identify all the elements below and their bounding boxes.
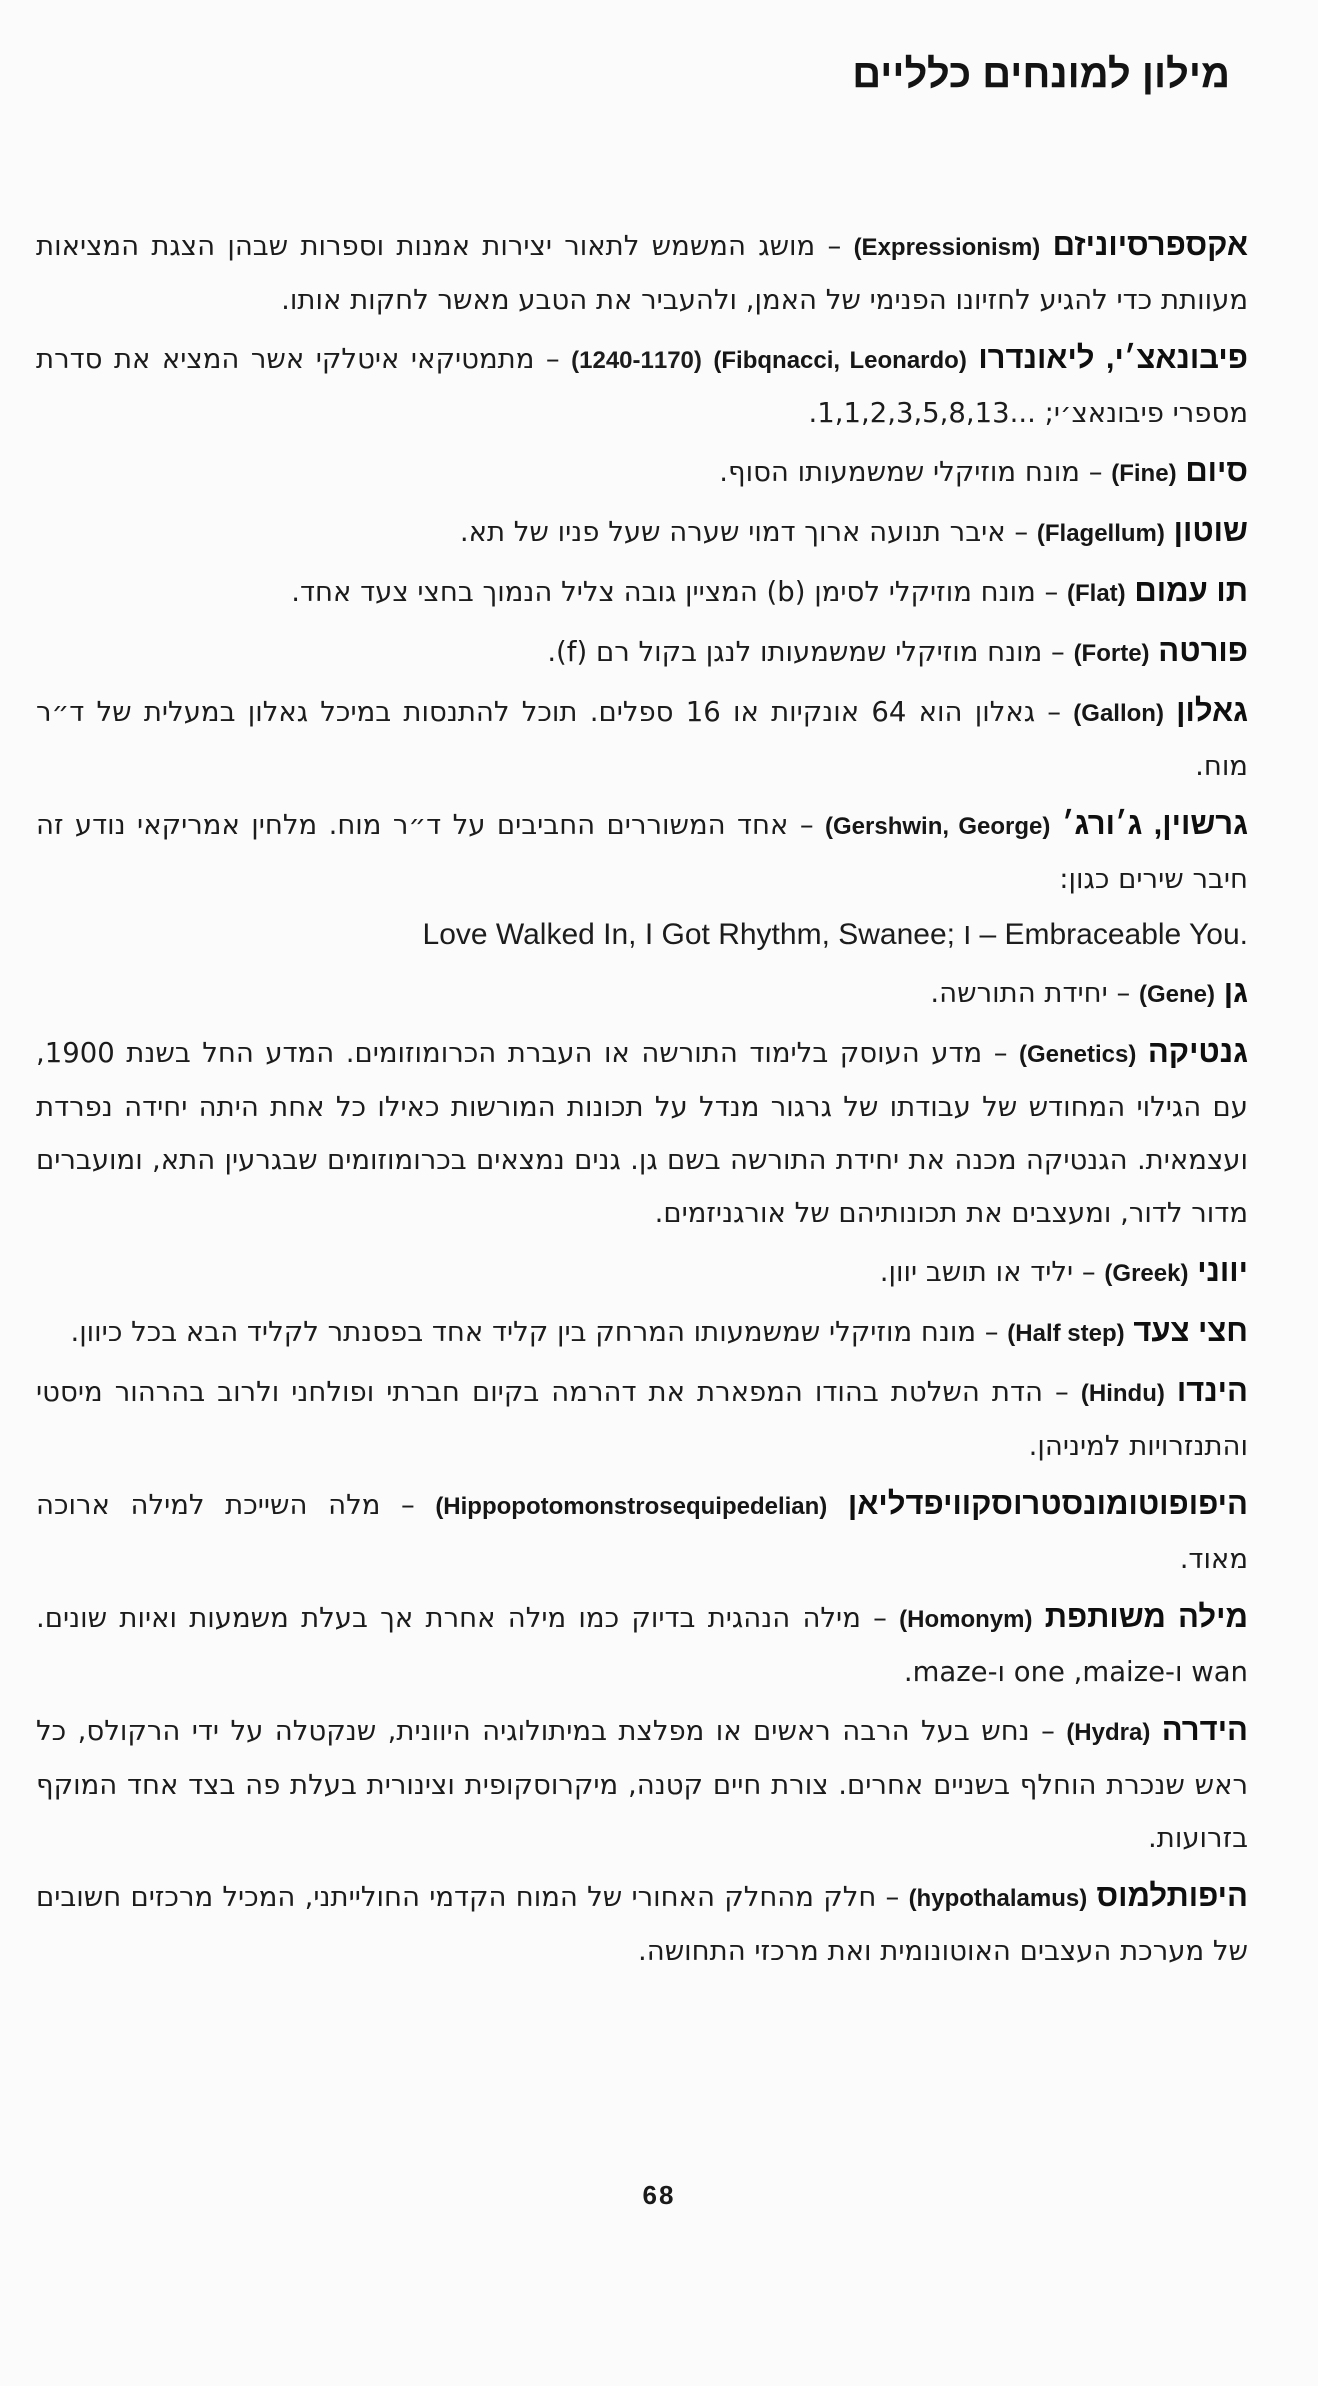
entry-years: (1240-1170) <box>571 347 702 374</box>
glossary-entry-half-step <box>36 1304 1248 1360</box>
entry-definition: – מתמטיקאי איטלקי אשר המציא את סדרת מספרי פיבונאצ׳י; ...1,1,2,3,5,8,13. <box>36 343 1248 429</box>
page-title: מילון למונחים כלליים <box>852 52 1230 96</box>
entry-term: סיום <box>1185 453 1248 488</box>
entry-term-english: (Flagellum) <box>1036 520 1165 547</box>
glossary-entry-genetics <box>36 1025 1248 1240</box>
entry-term-english: (Gene) <box>1139 981 1216 1008</box>
entry-term: פיבונאצ׳י, ליאונדרו <box>978 340 1248 375</box>
entry-term-english: (Hippopotomonstrosequipedelian) <box>435 1493 828 1520</box>
entry-term: גאלון <box>1176 693 1248 728</box>
glossary-entry-expressionism <box>36 218 1248 327</box>
entry-definition: – יליד או תושב יוון. <box>879 1256 1096 1288</box>
glossary-entry-gershwin <box>36 797 1248 961</box>
entry-term-english: (Fine) <box>1111 460 1177 487</box>
entry-term-english: (Genetics) <box>1018 1041 1137 1068</box>
glossary-entry-flat <box>36 564 1248 620</box>
entry-term-english: (Gershwin, George) <box>825 813 1051 840</box>
entry-term: היפופוטומונסטרוסקוויפדליאן <box>847 1486 1248 1521</box>
entry-definition: – מילה הנהגית בדיוק כמו מילה אחרת אך בעלת משמעות ואיות שונים. wan ו-one ,maize ו-maze. <box>36 1602 1248 1688</box>
glossary-entry-fibonacci <box>36 331 1248 440</box>
entry-term: אקספרסיוניזם <box>1052 227 1248 262</box>
entry-term-english: (Expressionism) <box>853 234 1041 261</box>
entry-term-english: (Greek) <box>1104 1260 1189 1287</box>
glossary-entry-hydra <box>36 1703 1248 1865</box>
entry-term-english: (Homonym) <box>899 1606 1033 1633</box>
glossary-entry-flagellum <box>36 504 1248 560</box>
entry-term: הינדו <box>1176 1373 1248 1408</box>
entry-term: תו עמום <box>1134 573 1248 608</box>
entry-term: שוטון <box>1173 513 1248 548</box>
entry-term: פורטה <box>1158 633 1248 668</box>
entry-definition: – מונח מוזיקלי שמשמעותו הסוף. <box>719 456 1103 488</box>
glossary-entry-greek <box>36 1244 1248 1300</box>
entry-definition: – חלק מהחלק האחורי של המוח הקדמי החולייתני, המכיל מרכזים חשובים של מערכת העצבים האוטונומית ואת מרכזי התחושה. <box>36 1881 1248 1967</box>
glossary-entry-hypothalamus <box>36 1869 1248 1978</box>
entry-term: גרשוין, ג׳ורג׳ <box>1061 806 1249 841</box>
entry-term: גן <box>1223 974 1248 1009</box>
glossary-entry-fine <box>36 444 1248 500</box>
entry-definition: – יחידת התורשה. <box>930 977 1131 1009</box>
entry-definition: – אחד המשוררים החביבים על ד״ר מוח. מלחין אמריקאי נודע זה חיבר שירים כגון: <box>36 809 1248 895</box>
glossary-entry-forte <box>36 624 1248 680</box>
entry-definition: – מלה השייכת למילה ארוכה מאוד. <box>36 1489 1248 1575</box>
entry-definition: – הדת השלטת בהודו המפארת את דהרמה בקיום חברתי ופולחני ולרוב בהרהור מיסטי והתנזרויות למיניהן. <box>36 1376 1248 1462</box>
entry-term-english: (Fibqnacci, Leonardo) <box>713 347 967 374</box>
entry-term: הידרה <box>1161 1712 1248 1747</box>
glossary-entry-hindu <box>36 1364 1248 1473</box>
entry-definition: – מדע העוסק בלימוד התורשה או העברת הכרומוזומים. המדע החל בשנת 1900, עם הגילוי המחודש של עבודתו של גרגור מנדל על תכונות המורשות כאילו כל אחת היתה יחידה נפרדת ועצמאית. הגנטיקה מכנה את יחידת התורשה בשם גן. גנים נמצאים בכרומוזומים שבגרעין התא, ומועברים מדור לדור, ומעצבים את תכונותיהם של אורגניזמים. <box>36 1037 1248 1229</box>
entry-term: גנטיקה <box>1147 1034 1248 1069</box>
entry-song-list: Love Walked In, I Got Rhythm, Swanee; ו – Embraceable You. <box>422 918 1248 951</box>
entry-definition: – גאלון הוא 64 אונקיות או 16 ספלים. תוכל להתנסות במיכל גאלון במעלית של ד״ר מוח. <box>36 696 1248 782</box>
entry-term-english: (Gallon) <box>1073 700 1164 727</box>
entry-definition: – מונח מוזיקלי שמשמעותו לנגן בקול רם (f). <box>547 636 1065 668</box>
entry-term: יווני <box>1197 1253 1248 1288</box>
entry-term-english: (hypothalamus) <box>908 1885 1088 1912</box>
entry-definition: – איבר תנועה ארוך דמוי שערה שעל פניו של תא. <box>459 516 1029 548</box>
entry-term-english: (Hydra) <box>1066 1719 1151 1746</box>
page-number: 68 <box>642 2180 676 2210</box>
entry-term: היפותלמוס <box>1096 1878 1248 1913</box>
entry-definition: – מונח מוזיקלי לסימן (b) המציין גובה צליל הנמוך בחצי צעד אחד. <box>291 576 1059 608</box>
glossary-entry-long-word <box>36 1477 1248 1586</box>
entry-term-english: (Forte) <box>1073 640 1150 667</box>
glossary-entry-gallon <box>36 684 1248 793</box>
glossary <box>36 218 1248 1982</box>
entry-term-english: (Half step) <box>1007 1320 1125 1347</box>
entry-term-english: (Hindu) <box>1080 1380 1165 1407</box>
entry-definition: – מושג המשמש לתאור יצירות אמנות וספרות שבהן הצגת המציאות מעוותת כדי להגיע לחזיונו הפנימי של האמן, ולהעביר את הטבע מאשר לחקות אותו. <box>36 230 1248 316</box>
entry-term: חצי צעד <box>1133 1313 1248 1348</box>
entry-term: מילה משותפת <box>1044 1599 1248 1634</box>
glossary-entry-homonym <box>36 1590 1248 1699</box>
entry-term-english: (Flat) <box>1067 580 1126 607</box>
glossary-entry-gene <box>36 965 1248 1021</box>
entry-definition: – נחש בעל הרבה ראשים או מפלצת במיתולוגיה היוונית, שנקטלה על ידי הרקולס, כל ראש שנכרת הוחלף בשניים אחרים. צורת חיים קטנה, מיקרוסקופית וצינורית בעלת פה בצד אחד המוקף בזרועות. <box>36 1715 1248 1854</box>
entry-definition: – מונח מוזיקלי שמשמעותו המרחק בין קליד אחד בפסנתר לקליד הבא בכל כיוון. <box>70 1316 999 1348</box>
